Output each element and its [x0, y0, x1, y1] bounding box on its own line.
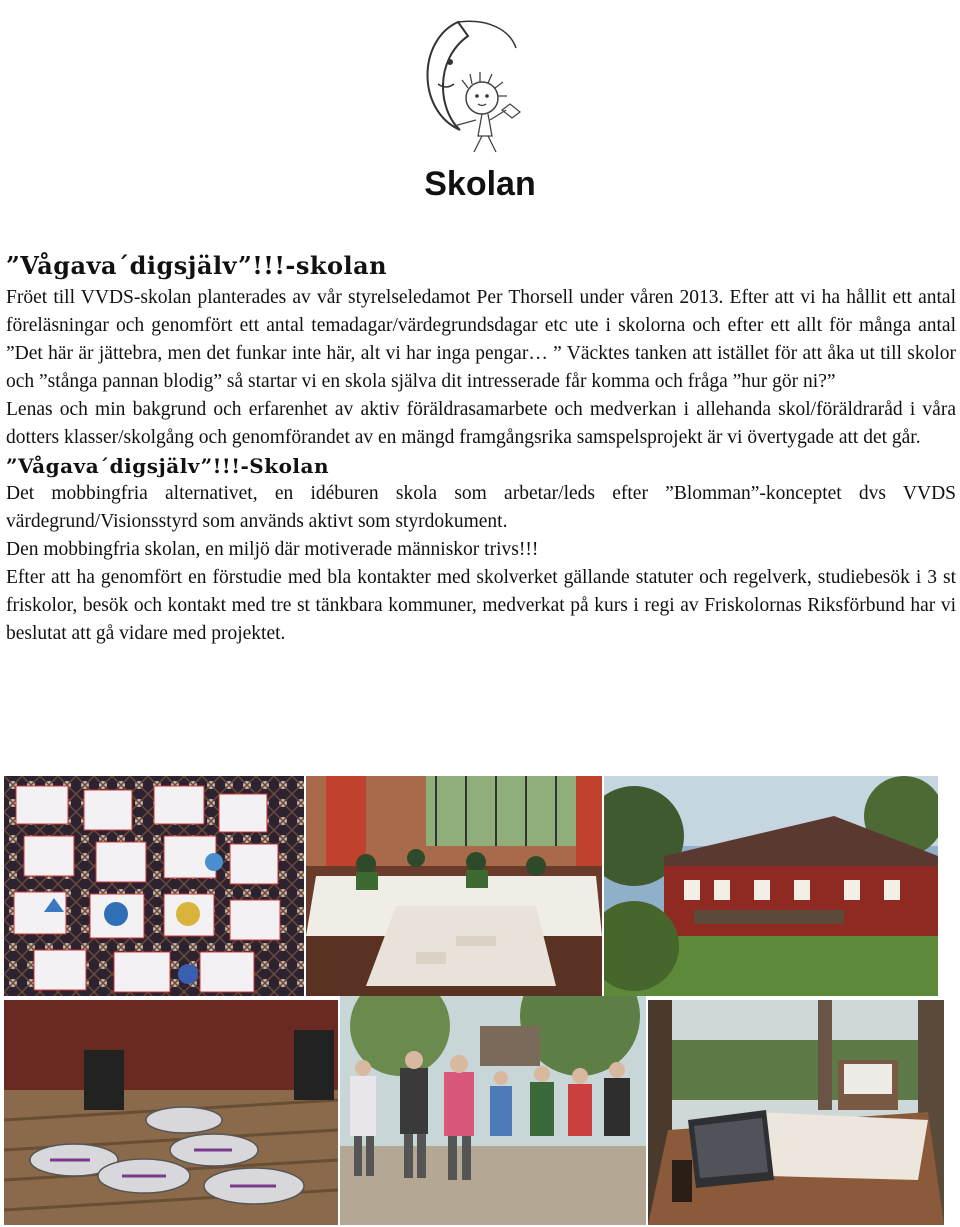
- photo-red-school-building: [604, 776, 938, 996]
- photo-shoes-on-deck: [4, 1000, 338, 1225]
- section-heading-skolan: ”Vågava´digsjälv”!!!-skolan: [6, 251, 388, 280]
- section-heading-skolan-2: ”Vågava´digsjälv”!!!-Skolan: [6, 454, 330, 478]
- photo-cards-on-rug: [4, 776, 304, 996]
- paragraph-background: Lenas och min bakgrund och erfarenhet av aktiv föräldrasamarbete och medverkan i allehanda skol/föräldraråd i våra dotters klasser/skolgång och genomförandet av en mängd framgångsrika samspelsprojekt är vi övertygade att det går.: [6, 399, 956, 448]
- article-body: [6, 250, 956, 648]
- page-title: Skolan: [424, 165, 536, 203]
- photo-group-outdoors: [340, 996, 646, 1225]
- paragraph-forstudie: Efter att ha genomfört en förstudie med bla kontakter med skolverket gällande statuter och regelverk, studiebesök i 3 st friskolor, besök och kontakt med tre st tänkbara kommuner, medverkat på kurs i regi av Friskolornas Riksförbund har vi beslutat att gå vidare med projektet.: [6, 567, 956, 644]
- photo-classroom-tables: [306, 776, 602, 996]
- photo-laptop-on-terrace: [648, 1000, 944, 1225]
- paragraph-alternative: Det mobbingfria alternativet, en idéburen skola som arbetar/leds efter ”Blomman”-konceptet dvs VVDS värdegrund/Visionsstyrd som används aktivt som styrdokument.: [6, 483, 956, 532]
- paragraph-intro: Fröet till VVDS-skolan planterades av vår styrelseledamot Per Thorsell under våren 2013. Efter att vi ha hållit ett antal föreläsningar och genomfört ett antal temadagar/värdegrundsdagar etc ute i skolorna och efter ett allt för många antal ”Det här är jättebra, men det funkar inte här, alt vi har inga pengar… ” Väcktes tanken att istället för att åka ut till skolor och ”stånga pannan blodig” så startar vi en skola själva dit intresserade får komma och fråga ”hur gör ni?”: [6, 287, 956, 392]
- paragraph-mobbingfria: Den mobbingfria skolan, en miljö där motiverade människor trivs!!!: [6, 539, 539, 560]
- moon-face-logo-icon: [398, 0, 564, 162]
